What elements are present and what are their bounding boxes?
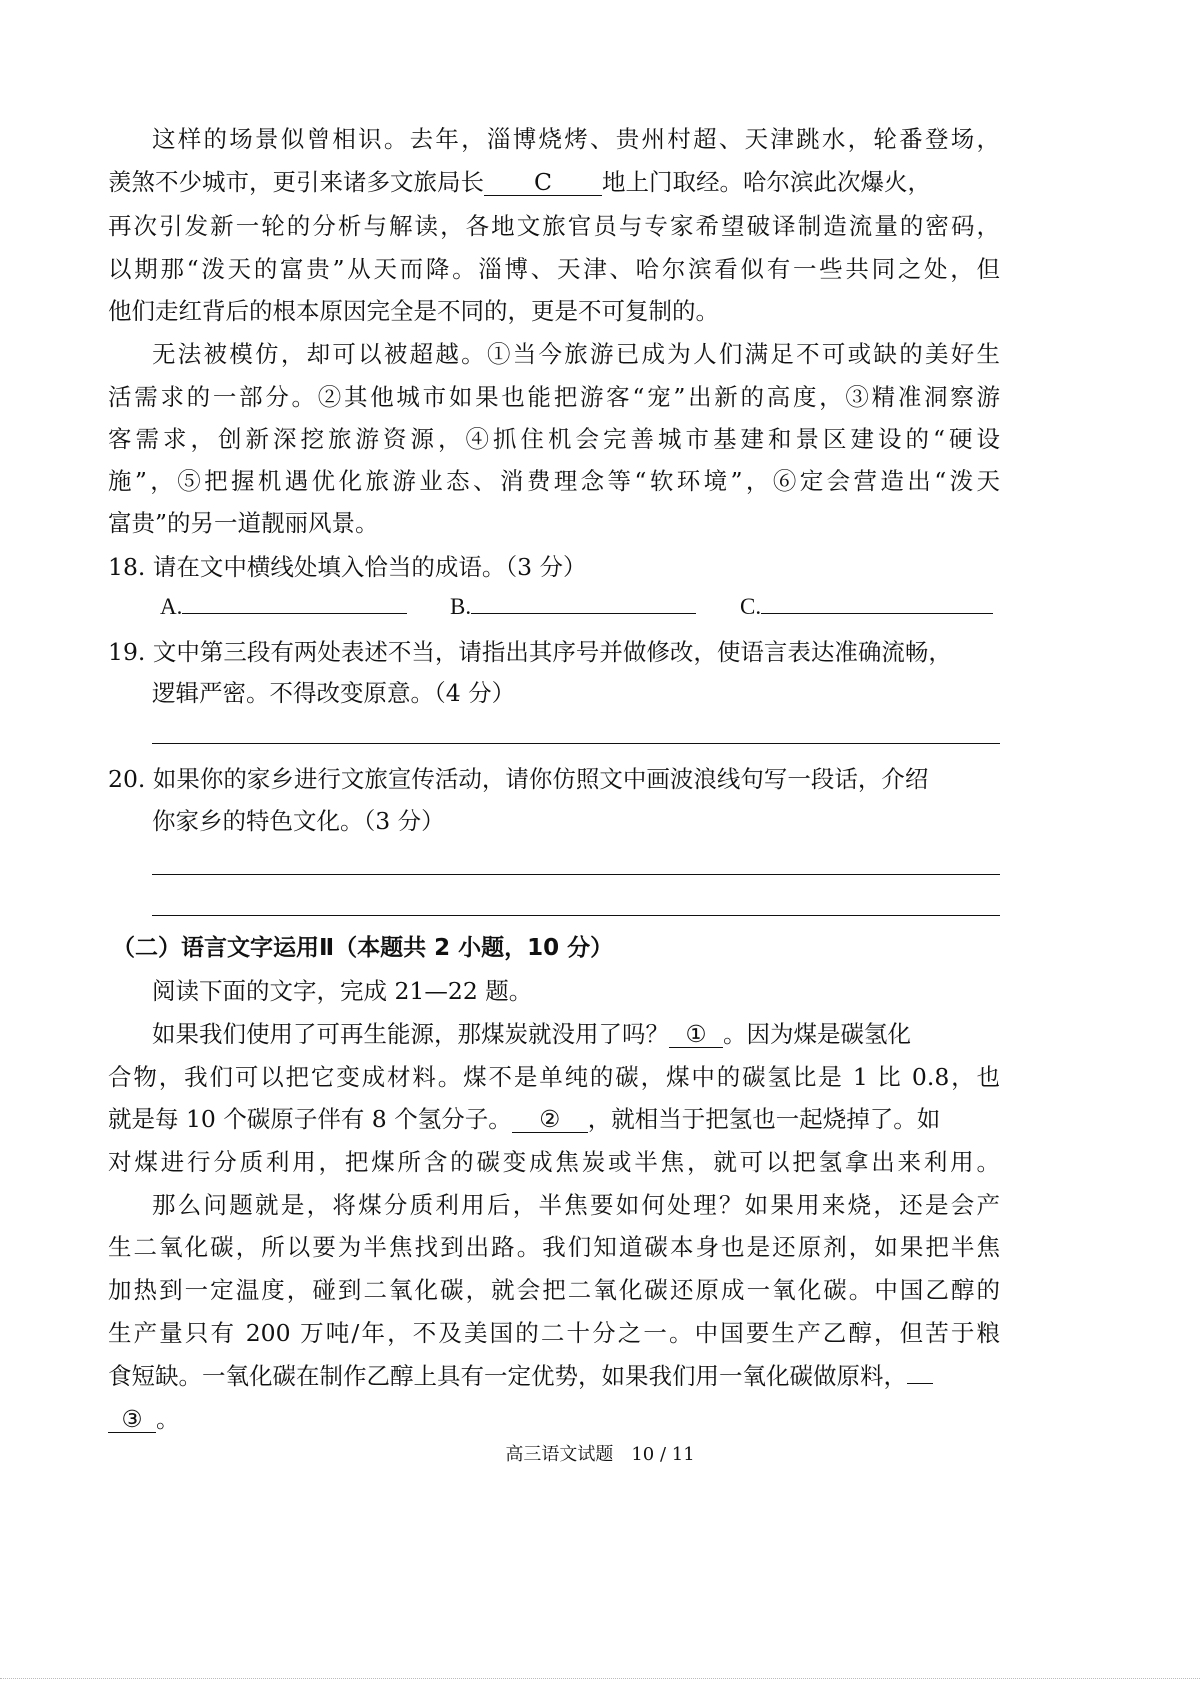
passage2-line bbox=[152, 1190, 1000, 1220]
passage1-line bbox=[152, 124, 1000, 154]
blank-c[interactable] bbox=[740, 594, 993, 620]
text-segment: 地上门取经。哈尔滨此次爆火， bbox=[602, 168, 931, 196]
passage1-line bbox=[108, 424, 1000, 454]
text-segment: 以期那“泼天的富贵”从天而降。淄博、天津、哈尔滨看似有一些共同之处，但 bbox=[108, 255, 1000, 283]
blank-b-label: B. bbox=[450, 594, 472, 619]
question-20-line-2: 你家乡的特色文化。（3 分） bbox=[152, 807, 445, 835]
question-19-line-1: 19. 文中第三段有两处表述不当，请指出其序号并做修改，使语言表达准确流畅， bbox=[108, 638, 952, 666]
passage2-line bbox=[108, 1232, 1000, 1262]
text-segment: 如果我们使用了可再生能源，那煤炭就没用了吗？ bbox=[152, 1020, 669, 1048]
question-18: 18. 请在文中横线处填入恰当的成语。（3 分） bbox=[108, 553, 587, 581]
answer-line-20a[interactable] bbox=[152, 874, 1000, 875]
text-segment: 生产量只有 200 万吨/年，不及美国的二十分之一。中国要生产乙醇，但苦于粮 bbox=[108, 1319, 1000, 1347]
passage2-line bbox=[108, 1275, 1000, 1305]
blank-a-label: A. bbox=[160, 594, 183, 619]
passage2-line bbox=[108, 1147, 1000, 1177]
text-segment: 客需求，创新深挖旅游资源，④抓住机会完善城市基建和景区建设的“硬设 bbox=[108, 425, 1000, 453]
page-footer: 高三语文试题 10 / 11 bbox=[505, 1444, 695, 1465]
passage1-line bbox=[108, 254, 1000, 284]
fill-in-blank[interactable]: ② bbox=[512, 1106, 588, 1133]
fill-in-blank[interactable]: C bbox=[484, 169, 602, 196]
question-20-line-1: 20. 如果你的家乡进行文旅宣传活动，请你仿照文中画波浪线句写一段话，介绍 bbox=[108, 765, 929, 793]
passage1-line bbox=[108, 211, 1000, 241]
text-segment: 富贵”的另一道靓丽风景。 bbox=[108, 509, 379, 537]
text-segment: 生二氧化碳，所以要为半焦找到出路。我们知道碳本身也是还原剂，如果把半焦 bbox=[108, 1233, 1000, 1261]
fill-in-blank[interactable]: ① bbox=[669, 1021, 723, 1048]
blank-a[interactable] bbox=[160, 594, 407, 620]
text-segment: 施”，⑤把握机遇优化旅游业态、消费理念等“软环境”，⑥定会营造出“泼天 bbox=[108, 467, 1000, 495]
passage2-line bbox=[108, 1104, 1000, 1134]
text-segment: 无法被模仿，却可以被超越。①当今旅游已成为人们满足不可或缺的美好生 bbox=[152, 340, 1000, 368]
passage1-line bbox=[108, 466, 1000, 496]
passage2-line bbox=[108, 1062, 1000, 1092]
text-segment: 。因为煤是碳氢化 bbox=[723, 1020, 911, 1048]
blank-b[interactable] bbox=[450, 594, 696, 620]
passage1-line bbox=[152, 339, 1000, 369]
answer-line-20b[interactable] bbox=[152, 915, 1000, 916]
passage1-line bbox=[108, 167, 1000, 197]
text-segment: 食短缺。一氧化碳在制作乙醇上具有一定优势，如果我们用一氧化碳做原料， bbox=[108, 1362, 907, 1390]
text-segment: 羡煞不少城市，更引来诸多文旅局长 bbox=[108, 168, 484, 196]
fill-in-blank[interactable]: ③ bbox=[108, 1406, 156, 1433]
text-segment: 合物，我们可以把它变成材料。煤不是单纯的碳，煤中的碳氢比是 1 比 0.8，也 bbox=[108, 1063, 1000, 1091]
passage2-line bbox=[152, 1019, 1000, 1049]
passage2-line bbox=[108, 1361, 1000, 1391]
passage1-line bbox=[108, 296, 1000, 326]
passage2-line bbox=[108, 1404, 1000, 1434]
text-segment: 那么问题就是，将煤分质利用后，半焦要如何处理？如果用来烧，还是会产 bbox=[152, 1191, 1000, 1219]
text-segment: 再次引发新一轮的分析与解读，各地文旅官员与专家希望破译制造流量的密码， bbox=[108, 212, 1000, 240]
scan-edge bbox=[0, 1678, 1200, 1679]
text-segment: 这样的场景似曾相识。去年，淄博烧烤、贵州村超、天津跳水，轮番登场， bbox=[152, 125, 1000, 153]
answer-line-19[interactable] bbox=[152, 743, 1000, 744]
text-segment: ，就相当于把氢也一起烧掉了。如 bbox=[587, 1105, 941, 1133]
blank-c-label: C. bbox=[740, 594, 762, 619]
passage1-line bbox=[108, 382, 1000, 412]
fill-in-blank[interactable] bbox=[907, 1383, 933, 1384]
passage1-line bbox=[108, 508, 1000, 538]
passage2-line bbox=[108, 1318, 1000, 1348]
section-instruction: 阅读下面的文字，完成 21—22 题。 bbox=[152, 977, 533, 1005]
text-segment: 就是每 10 个碳原子伴有 8 个氢分子。 bbox=[108, 1105, 512, 1133]
text-segment: 加热到一定温度，碰到二氧化碳，就会把二氧化碳还原成一氧化碳。中国乙醇的 bbox=[108, 1276, 1000, 1304]
text-segment: 对煤进行分质利用，把煤所含的碳变成焦炭或半焦，就可以把氢拿出来利用。 bbox=[108, 1148, 1000, 1176]
text-segment: 他们走红背后的根本原因完全是不同的，更是不可复制的。 bbox=[108, 297, 719, 325]
text-segment: 。 bbox=[156, 1405, 180, 1433]
question-19-line-2: 逻辑严密。不得改变原意。（4 分） bbox=[152, 679, 516, 707]
section-heading: （二）语言文字运用Ⅱ（本题共 2 小题，10 分） bbox=[112, 935, 614, 961]
text-segment: 活需求的一部分。②其他城市如果也能把游客“宠”出新的高度，③精准洞察游 bbox=[108, 383, 1000, 411]
